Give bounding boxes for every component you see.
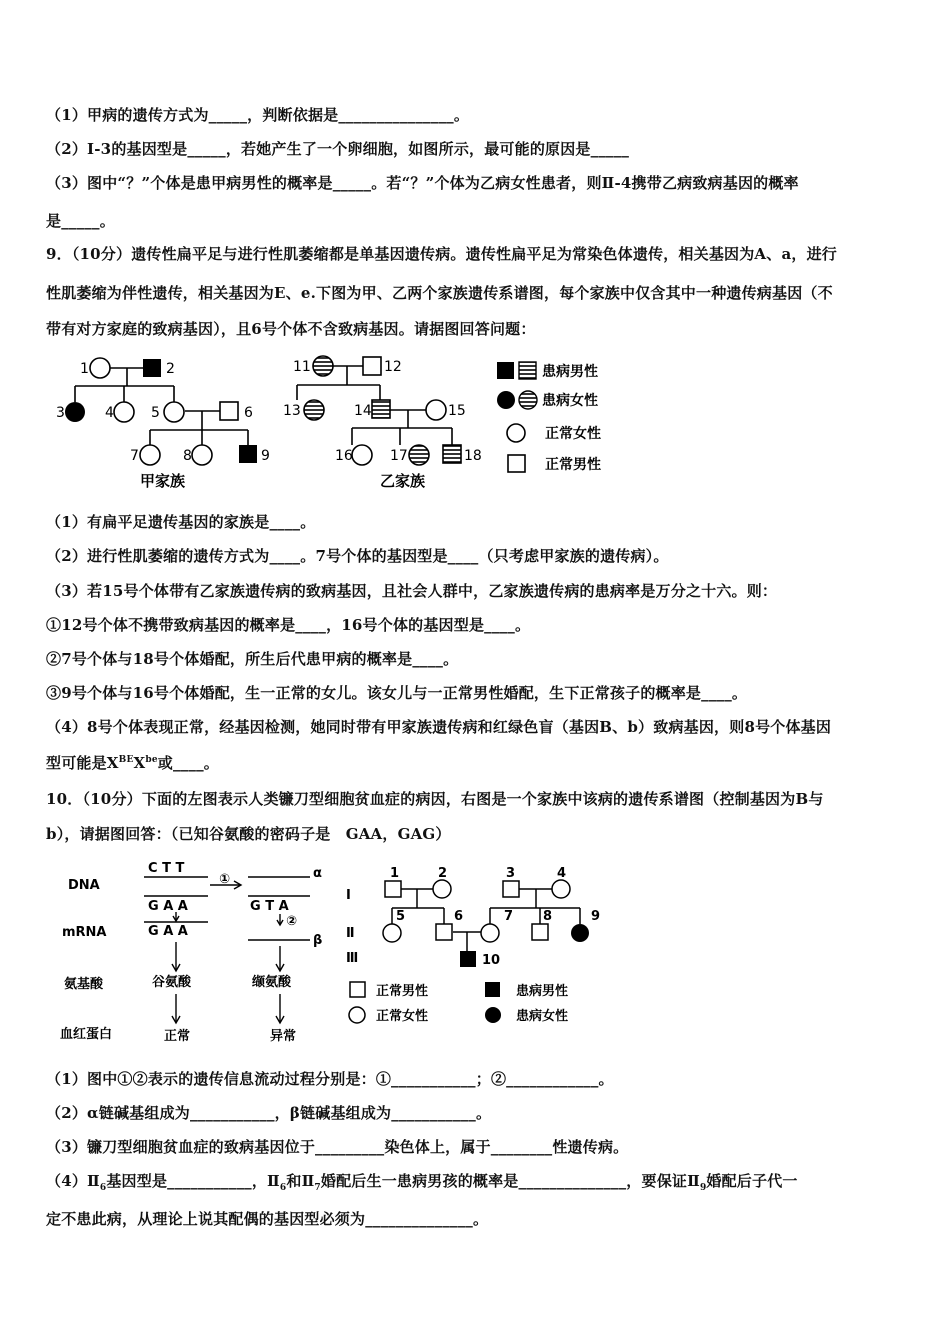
- q9-sub4-sup2: be: [145, 755, 158, 765]
- q10-sub4-part1: （4）Ⅱ: [46, 1172, 100, 1190]
- family-b-individual-14: [372, 400, 390, 418]
- id-label-7: 7: [504, 909, 514, 924]
- id-label-10: 10: [482, 953, 501, 968]
- row-label-amino-acid: 氨基酸: [64, 977, 104, 992]
- family-b-label: 乙家族: [380, 472, 426, 490]
- q10-sub4-line1: [46, 1170, 910, 1193]
- q10-sub4-part4: 婚配后生一患病男孩的概率是______________，要保证Ⅱ: [320, 1172, 700, 1190]
- q8-part3: （3）图中“？”个体是患甲病男性的概率是_____。若“？”个体为乙病女性患者，则Ⅱ-4携带乙病致病基因的概率: [46, 174, 799, 192]
- family-a-individual-5: [164, 402, 184, 422]
- q8-part1: （1）甲病的遗传方式为_____，判断依据是_______________。: [46, 106, 470, 124]
- label-b-16: 16: [335, 448, 353, 464]
- pedigree-individual-6: [436, 924, 452, 940]
- process-2-label: ②: [286, 914, 298, 929]
- q9-sub4-sup1: BE: [118, 755, 134, 765]
- q10-sub4-sub3: 7: [314, 1183, 321, 1193]
- id-label-4: 4: [557, 866, 567, 881]
- mrna-strand: G A A: [148, 924, 188, 939]
- label-a-9: 9: [261, 448, 270, 464]
- legend-normal-male-symbol: [508, 455, 525, 472]
- pedigree-individual-8: [532, 924, 548, 940]
- label-a-5: 5: [151, 405, 160, 421]
- q10-sub4-sub1: 6: [99, 1183, 107, 1193]
- hemoglobin-normal: 正常: [164, 1029, 191, 1044]
- id-label-3: 3: [506, 866, 516, 881]
- family-b-individual-17: [409, 445, 429, 465]
- legend-normal-male-label: 正常男性: [545, 457, 601, 473]
- q10-sub4-line2: 定不患此病，从理论上说其配偶的基因型必须为______________。: [46, 1210, 489, 1228]
- legend-affected-male-striped: [519, 362, 536, 379]
- q8-part2: （2）Ⅰ-3的基因型是_____，若她产生了一个卵细胞，如图所示，最可能的原因是_____: [46, 140, 630, 158]
- label-b-17: 17: [390, 448, 408, 464]
- pedigree-individual-1: [385, 881, 401, 897]
- family-a-individual-3: [65, 402, 85, 422]
- legend-normal-male-symbol: [350, 982, 365, 997]
- alpha-chain-label: α: [313, 866, 322, 881]
- q8-part3-cont: 是_____。: [46, 212, 115, 230]
- label-b-13: 13: [283, 403, 301, 419]
- q10-sub4-part5: 婚配后子代一: [706, 1172, 798, 1190]
- pedigree-individual-2: [433, 880, 451, 898]
- q10-sub4-part2: 基因型是___________，Ⅱ: [106, 1172, 280, 1190]
- legend-affected-female-label: 患病女性: [542, 393, 598, 409]
- q10-sub4-sub4: 9: [699, 1183, 707, 1193]
- q10-intro-line2: b），请据图回答：（已知谷氨酸的密码子是 GAA，GAG）: [46, 825, 451, 843]
- mutated-strand: G T A: [250, 899, 289, 914]
- label-b-12: 12: [384, 359, 402, 375]
- label-b-18: 18: [464, 448, 482, 464]
- beta-chain-label: β: [313, 933, 323, 948]
- family-b-individual-18: [443, 445, 461, 463]
- pedigree-individual-9: [571, 924, 589, 942]
- id-label-8: 8: [543, 909, 553, 924]
- legend-affected-female-symbol: [485, 1007, 501, 1023]
- legend-affected-male-solid: [497, 362, 514, 379]
- family-a-individual-6: [220, 402, 238, 420]
- legend-normal-female-label: 正常女性: [545, 426, 601, 442]
- q9-sub1: （1）有扁平足遗传基因的家族是____。: [46, 513, 316, 531]
- label-a-3: 3: [56, 405, 65, 421]
- label-b-15: 15: [448, 403, 466, 419]
- q10-mechanism-figure: [60, 852, 340, 1052]
- legend-normal-male-label: 正常男性: [376, 984, 429, 999]
- q10-sub2: （2）α链碱基组成为___________，β链碱基组成为___________。: [46, 1104, 492, 1122]
- label-a-8: 8: [183, 448, 192, 464]
- generation-2-label: Ⅱ: [346, 926, 355, 941]
- legend-affected-female-striped: [519, 391, 537, 409]
- label-a-2: 2: [166, 361, 175, 377]
- q9-sub4-line1: （4）8号个体表现正常，经基因检测，她同时带有甲家族遗传病和红绿色盲（基因B、b）致病基因，则8号个体基因: [46, 718, 832, 736]
- id-label-5: 5: [396, 909, 406, 924]
- label-a-7: 7: [130, 448, 139, 464]
- q9-sub3-b: ②7号个体与18号个体婚配，所生后代患甲病的概率是____。: [46, 650, 459, 668]
- q10-pedigree-figure: [340, 862, 610, 1032]
- legend-affected-male-label: 患病男性: [516, 984, 569, 999]
- q9-sub4-mid: X: [133, 754, 146, 772]
- q9-intro-line2: 性肌萎缩为伴性遗传，相关基因为E、e.下图为甲、乙两个家族遗传系谱图，每个家族中仅含其中一种遗传病基因（不: [46, 284, 833, 302]
- hemoglobin-abnormal: 异常: [270, 1029, 297, 1044]
- q9-sub3-c: ③9号个体与16号个体婚配，生一正常的女儿。该女儿与一正常男性婚配，生下正常孩子的概率是____。: [46, 684, 748, 702]
- family-b-individual-12: [363, 357, 381, 375]
- generation-3-label: Ⅲ: [346, 951, 359, 966]
- q9-intro-line3: 带有对方家庭的致病基因），且6号个体不含致病基因。请据图回答问题：: [46, 320, 536, 338]
- family-b-individual-15: [426, 400, 446, 420]
- family-a-individual-7: [140, 445, 160, 465]
- pedigree-individual-7: [481, 924, 499, 942]
- family-b-individual-11: [313, 356, 333, 376]
- family-a-individual-9: [239, 445, 257, 463]
- legend-normal-female-symbol: [507, 424, 525, 442]
- generation-1-label: Ⅰ: [346, 888, 351, 903]
- family-a-individual-8: [192, 445, 212, 465]
- dna-top-strand: C T T: [148, 861, 185, 876]
- family-b-individual-16: [352, 445, 372, 465]
- legend-normal-female-label: 正常女性: [376, 1009, 429, 1024]
- label-b-14: 14: [354, 403, 372, 419]
- row-label-mrna: mRNA: [62, 925, 107, 940]
- family-a-individual-1: [90, 358, 110, 378]
- q9-sub4-line2: [46, 752, 910, 773]
- id-label-9: 9: [591, 909, 601, 924]
- pedigree-individual-10: [460, 951, 476, 967]
- label-a-6: 6: [244, 405, 253, 421]
- row-label-dna: DNA: [68, 878, 100, 893]
- q10-sub1: （1）图中①②表示的遗传信息流动过程分别是：①___________；②____________。: [46, 1070, 614, 1088]
- pedigree-individual-3: [503, 881, 519, 897]
- legend-affected-male-symbol: [485, 982, 500, 997]
- legend-affected-female-solid: [497, 391, 515, 409]
- process-1-label: ①: [219, 872, 231, 887]
- id-label-6: 6: [454, 909, 464, 924]
- q10-sub3: （3）镰刀型细胞贫血症的致病基因位于_________染色体上，属于________性遗传病。: [46, 1138, 629, 1156]
- q9-sub4-suffix: 或____。: [157, 754, 219, 772]
- family-a-individual-4: [114, 402, 134, 422]
- amino-acid-mutant: 缬氨酸: [252, 975, 292, 990]
- row-label-hemoglobin: 血红蛋白: [60, 1027, 113, 1042]
- family-b-individual-13: [304, 400, 324, 420]
- q9-sub3-a: ①12号个体不携带致病基因的概率是____，16号个体的基因型是____。: [46, 616, 531, 634]
- id-label-2: 2: [438, 866, 448, 881]
- label-a-4: 4: [105, 405, 114, 421]
- q9-sub4-prefix: 型可能是X: [46, 754, 119, 772]
- amino-acid-normal: 谷氨酸: [152, 975, 192, 990]
- legend-affected-female-label: 患病女性: [516, 1009, 569, 1024]
- legend-normal-female-symbol: [349, 1007, 365, 1023]
- q9-pedigree-figure: [50, 348, 620, 496]
- q10-sub4-sub2: 6: [279, 1183, 287, 1193]
- label-b-11: 11: [293, 359, 311, 375]
- pedigree-individual-5: [383, 924, 401, 942]
- family-a-individual-2: [143, 359, 161, 377]
- q9-sub3: （3）若15号个体带有乙家族遗传病的致病基因，且社会人群中，乙家族遗传病的患病率是万分之十六。则：: [46, 582, 778, 600]
- label-a-1: 1: [80, 361, 89, 377]
- q9-intro-line1: 9．（10分）遗传性扁平足与进行性肌萎缩都是单基因遗传病。遗传性扁平足为常染色体遗传，相关基因为A、a，进行: [46, 245, 837, 263]
- id-label-1: 1: [390, 866, 400, 881]
- legend-affected-male-label: 患病男性: [542, 364, 598, 380]
- q9-sub2: （2）进行性肌萎缩的遗传方式为____。7号个体的基因型是____（只考虑甲家族的遗传病）。: [46, 547, 669, 565]
- dna-bottom-strand: G A A: [148, 899, 188, 914]
- q10-intro-line1: 10．（10分）下面的左图表示人类镰刀型细胞贫血症的病因，右图是一个家族中该病的遗传系谱图（控制基因为B与: [46, 790, 824, 808]
- q10-sub4-part3: 和Ⅱ: [286, 1172, 315, 1190]
- pedigree-individual-4: [552, 880, 570, 898]
- family-a-label: 甲家族: [140, 472, 186, 490]
